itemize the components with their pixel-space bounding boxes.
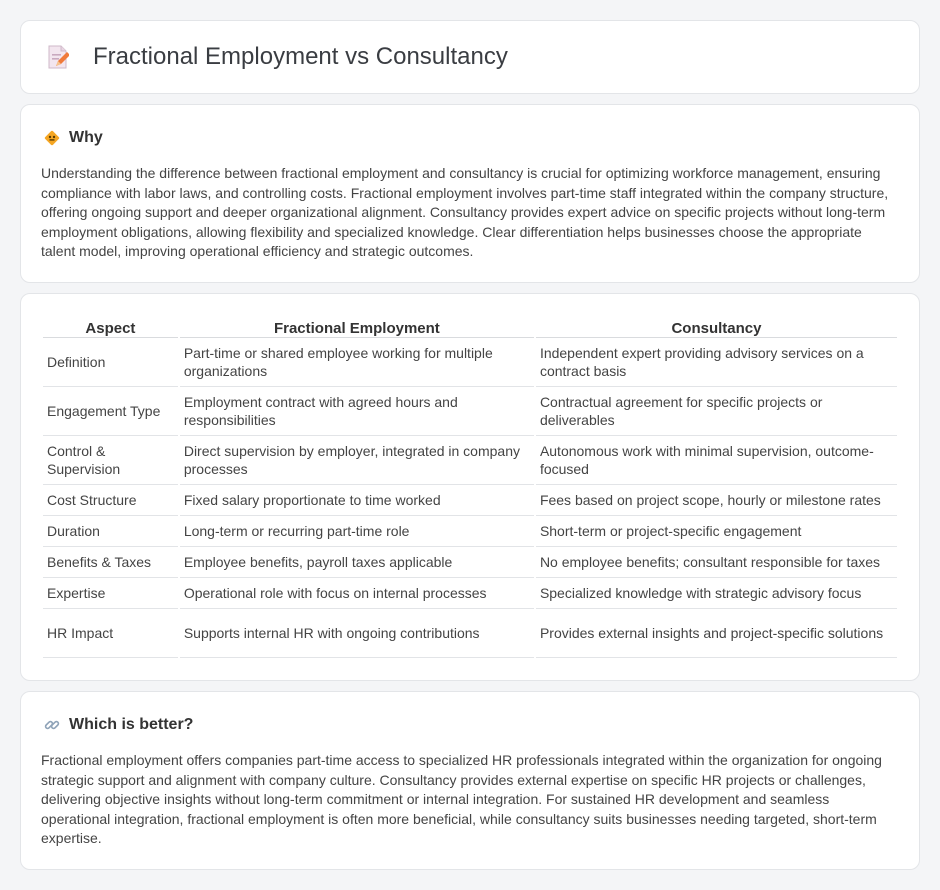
table-row	[43, 578, 897, 609]
fractional-cell: Long-term or recurring part-time role	[180, 516, 534, 547]
aspect-cell: Cost Structure	[43, 485, 178, 516]
aspect-cell: Control & Supervision	[43, 436, 178, 485]
why-body: Understanding the difference between fractional employment and consultancy is crucial for optimizing workforce management, ensuring compliance with labor laws, and controlling costs. Fractional employment involves part-time staff integrated within the company structure, offering ongoing support and deeper organizational alignment. Consultancy provides expert advice on specific projects without long-term employment obligations, allowing flexibility and specialized knowledge. Clear differentiation helps businesses choose the appropriate talent model, improving operational efficiency and strategic outcomes.	[41, 165, 889, 260]
consultancy-cell: Autonomous work with minimal supervision, outcome-focused	[536, 436, 897, 485]
table-row	[43, 387, 897, 436]
fractional-cell: Part-time or shared employee working for multiple organizations	[180, 338, 534, 387]
aspect-cell: Engagement Type	[43, 387, 178, 436]
fractional-cell: Employment contract with agreed hours and responsibilities	[180, 387, 534, 436]
consultancy-cell: Contractual agreement for specific projects or deliverables	[536, 387, 897, 436]
table-row	[43, 485, 897, 516]
consultancy-cell: No employee benefits; consultant responsible for taxes	[536, 547, 897, 578]
header-card	[20, 20, 920, 94]
consultancy-cell: Specialized knowledge with strategic advisory focus	[536, 578, 897, 609]
consultancy-cell: Provides external insights and project-specific solutions	[536, 609, 897, 658]
why-section	[20, 104, 920, 283]
which-is-better-body: Fractional employment offers companies part-time access to specialized HR professionals integrated within the organization for ongoing strategic support and alignment with company culture. Consultancy provides external expertise on specific HR projects or challenges, delivering objective insights without long-term commitment or internal integration. For sustained HR development and seamless operational integration, fractional employment is often more beneficial, while consultancy suits businesses needing targeted, short-term expertise.	[41, 752, 882, 847]
link-icon	[43, 716, 61, 734]
which-is-better-section	[20, 691, 920, 870]
comparison-table	[41, 316, 899, 658]
aspect-cell: Definition	[43, 338, 178, 387]
table-row	[43, 338, 897, 387]
which-is-better-title: Which is better?	[69, 716, 194, 733]
consultancy-cell: Independent expert providing advisory services on a contract basis	[536, 338, 897, 387]
aspect-cell: Benefits & Taxes	[43, 547, 178, 578]
warning-sign-icon	[43, 129, 61, 147]
aspect-cell: Duration	[43, 516, 178, 547]
consultancy-cell: Fees based on project scope, hourly or milestone rates	[536, 485, 897, 516]
table-row	[43, 547, 897, 578]
table-row	[43, 516, 897, 547]
fractional-cell: Employee benefits, payroll taxes applicable	[180, 547, 534, 578]
why-title: Why	[69, 129, 103, 146]
table-row	[43, 609, 897, 658]
consultancy-cell: Short-term or project-specific engagement	[536, 516, 897, 547]
document-edit-icon	[47, 45, 69, 69]
comparison-card	[20, 293, 920, 681]
fractional-cell: Fixed salary proportionate to time worked	[180, 485, 534, 516]
fractional-cell: Direct supervision by employer, integrated in company processes	[180, 436, 534, 485]
header-aspect: Aspect	[43, 316, 178, 338]
aspect-cell: HR Impact	[43, 609, 178, 658]
page-title: Fractional Employment vs Consultancy	[93, 43, 508, 70]
aspect-cell: Expertise	[43, 578, 178, 609]
header-fractional: Fractional Employment	[180, 316, 534, 338]
header-consultancy: Consultancy	[536, 316, 897, 338]
fractional-cell: Supports internal HR with ongoing contributions	[180, 609, 534, 658]
table-row	[43, 436, 897, 485]
fractional-cell: Operational role with focus on internal processes	[180, 578, 534, 609]
